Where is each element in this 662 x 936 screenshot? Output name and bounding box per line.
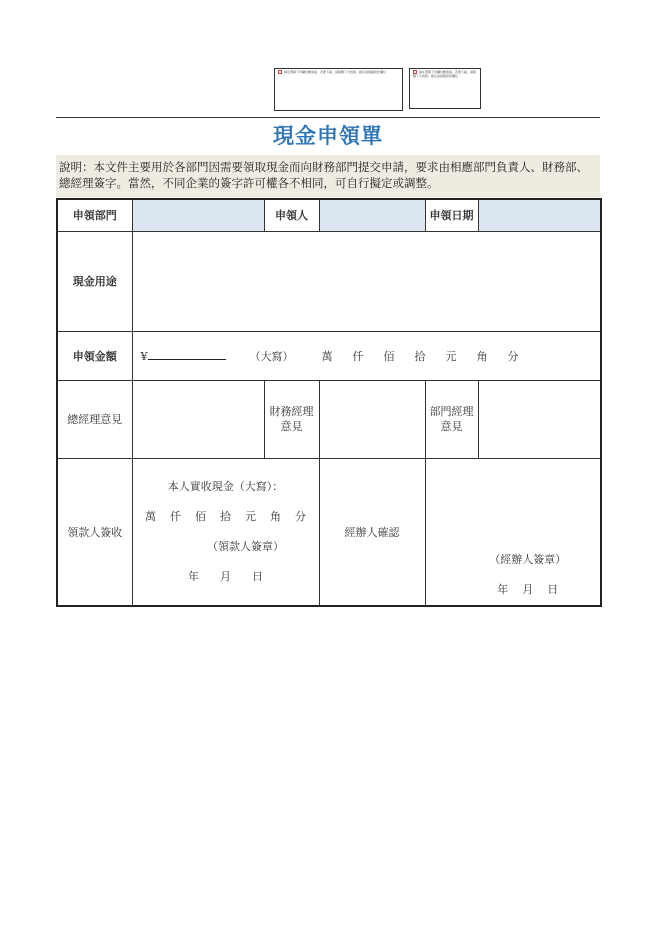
deptmgr-opinion-label: 部門經理 意見 [425,380,478,458]
payee-sign-label: 領款人簽收 [57,458,132,606]
amount-units: 萬 仟 佰 拾 元 角 分 [321,349,519,363]
amount-label: 申領金額 [57,331,132,380]
handler-sign-field[interactable] [425,458,601,606]
date-label: 申領日期 [425,199,478,231]
note-box-2 [409,68,481,109]
note-box-1 [274,68,403,111]
received-units: 萬 仟 佰 拾 元 角 分 [145,509,306,523]
note-box-2-text: 請在選擇下列欄位數值後，若要下載，請點擊下方按鈕。鎖定前請確認此欄位 [413,70,477,78]
applicant-field[interactable] [319,199,425,231]
page-title: 現金申領單 [273,124,383,148]
date-field[interactable] [478,199,601,231]
handler-date: 年 月 日 [497,583,559,596]
handler-confirm-label: 經辦人確認 [319,458,425,606]
description: 說明：本文件主要用於各部門因需要領取現金而向財務部門提交申請，要求由相應部門負責人、財務部、總經理簽字。當然，不同企業的簽字許可權各不相同，可自行擬定或調整。 [56,155,600,197]
amount-underline [148,349,226,360]
received-text: 本人實收現金（大寫）： [167,479,284,493]
gm-opinion-label: 總經理意見 [57,380,132,458]
info-icon [278,70,282,74]
dept-field[interactable] [132,199,264,231]
purpose-field[interactable] [132,231,601,331]
deptmgr-opinion-field[interactable] [478,380,601,458]
cash-request-form [56,198,602,607]
gm-opinion-field[interactable] [132,380,264,458]
finance-opinion-field[interactable] [319,380,425,458]
header-divider [56,117,600,118]
note-box-1-text: 請在選擇下列欄位數值後，若要下載，請點擊下方按鈕。鎖定前請確認此欄位 [284,70,387,74]
applicant-label: 申領人 [264,199,319,231]
handler-seal: （經辦人簽章） [489,553,567,566]
purpose-label: 現金用途 [57,231,132,331]
currency-symbol: ¥ [140,349,148,363]
payee-sign-field[interactable] [132,458,319,606]
amount-field[interactable] [132,331,601,380]
payee-date: 年 月 日 [188,569,263,583]
payee-seal: （領款人簽章） [207,539,284,553]
finance-opinion-label: 財務經理 意見 [264,380,319,458]
dept-label: 申領部門 [57,199,132,231]
capital-note: （大寫） [249,349,294,363]
